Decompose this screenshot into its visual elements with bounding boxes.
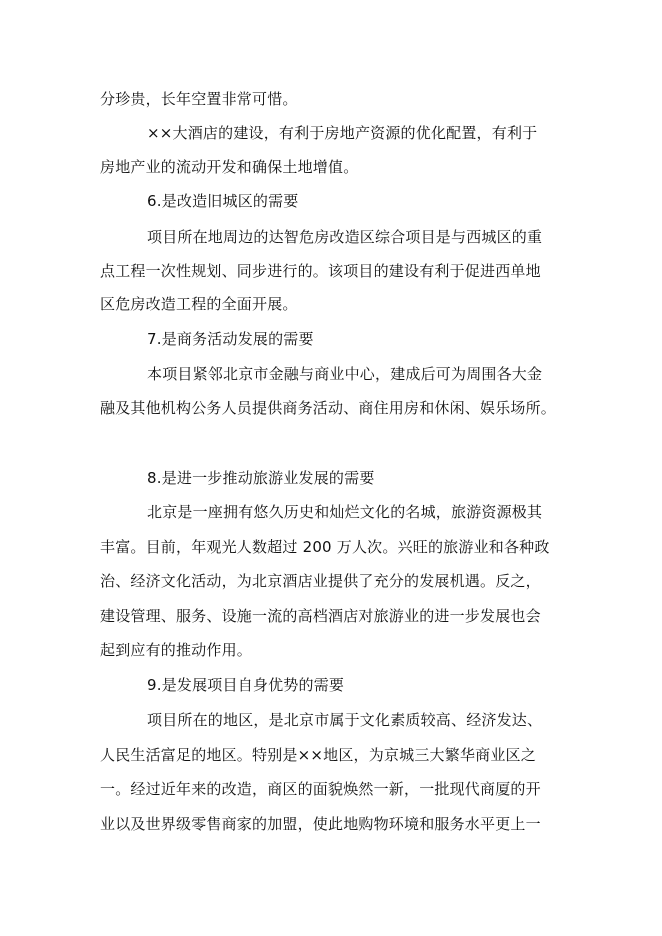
body-text-line: 一。经过近年来的改造，商区的面貌焕然一新，一批现代商厦的开	[100, 780, 541, 798]
body-text-line: 房地产业的流动开发和确保土地增值。	[100, 158, 359, 176]
body-text-line: 点工程一次性规划、同步进行的。该项目的建设有利于促进西单地	[100, 262, 541, 280]
paragraph-first-line: ××大酒店的建设，有利于房地产资源的优化配置，有利于	[147, 124, 538, 142]
section-heading: 7.是商务活动发展的需要	[147, 330, 314, 348]
body-text-line: 治、经济文化活动，为北京酒店业提供了充分的发展机遇。反之，	[100, 572, 541, 590]
section-heading: 9.是发展项目自身优势的需要	[147, 676, 345, 694]
body-text-line: 业以及世界级零售商家的加盟，使此地购物环境和服务水平更上一	[100, 815, 541, 833]
paragraph-first-line: 本项目紧邻北京市金融与商业中心，建成后可为周围各大金	[147, 365, 543, 383]
body-text-line: 区危房改造工程的全面开展。	[100, 295, 298, 313]
body-text-line: 融及其他机构公务人员提供商务活动、商住用房和休闲、娱乐场所。	[100, 399, 557, 417]
body-text-line: 丰富。目前，年观光人数超过 200 万人次。兴旺的旅游业和各种政	[100, 538, 550, 556]
paragraph-first-line: 北京是一座拥有悠久历史和灿烂文化的名城，旅游资源极其	[147, 503, 543, 521]
body-text-line: 建设管理、服务、设施一流的高档酒店对旅游业的进一步发展也会	[100, 607, 541, 625]
paragraph-first-line: 项目所在地周边的达智危房改造区综合项目是与西城区的重	[147, 228, 543, 246]
section-heading: 6.是改造旧城区的需要	[147, 192, 299, 210]
body-text-line: 分珍贵，长年空置非常可惜。	[100, 90, 298, 108]
body-text-line: 人民生活富足的地区。特别是××地区，为京城三大繁华商业区之	[100, 746, 536, 764]
paragraph-first-line: 项目所在的地区，是北京市属于文化素质较高、经济发达、	[147, 711, 543, 729]
section-heading: 8.是进一步推动旅游业发展的需要	[147, 469, 375, 487]
body-text-line: 起到应有的推动作用。	[100, 641, 253, 659]
